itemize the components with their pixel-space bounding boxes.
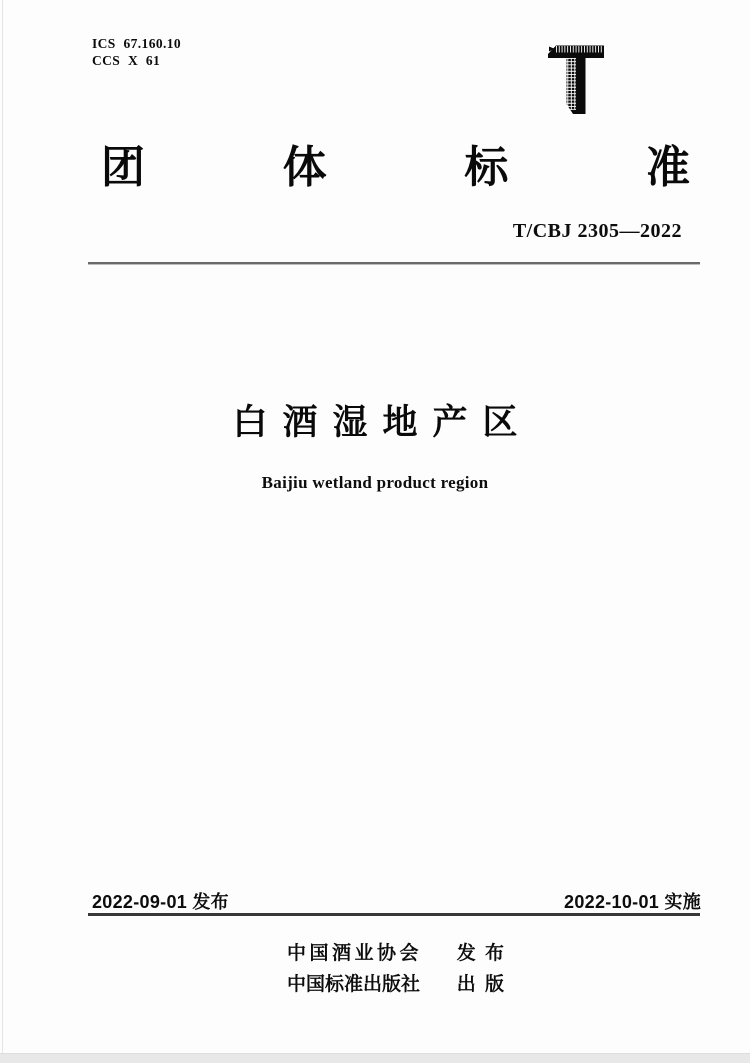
publisher-org: 中国标准出版社 [287,974,421,995]
ccs-code: CCS X 61 [92,53,161,68]
document-title-zh: 白酒湿地产区 [232,403,533,442]
masthead-char: 准 [645,143,690,192]
classification-codes [92,35,181,69]
document-title-en: Baijiu wetland product region [261,473,489,492]
masthead-char: 体 [282,143,327,192]
page-edge-left [2,0,3,1053]
t-group-standard-logo-icon [547,44,605,115]
publishers-block [287,938,506,1000]
page-edge-bottom [0,1053,750,1063]
publisher-row [287,969,506,1000]
implement-date: 2022-10-01 实施 [564,892,701,912]
header-divider [88,262,700,265]
publisher-row [287,938,506,969]
publisher-action: 出 版 [456,974,506,995]
masthead-char: 标 [464,143,509,192]
standard-number: T/CBJ 2305—2022 [512,220,682,242]
issue-date: 2022-09-01 发布 [92,892,229,912]
ics-code: ICS 67.160.10 [92,36,182,51]
publisher-org: 中国酒业协会 [287,943,423,964]
masthead-char: 团 [101,143,145,192]
publisher-action: 发 布 [456,943,506,964]
masthead-title [101,143,690,192]
footer-divider [88,913,700,916]
dates-row [92,888,701,914]
